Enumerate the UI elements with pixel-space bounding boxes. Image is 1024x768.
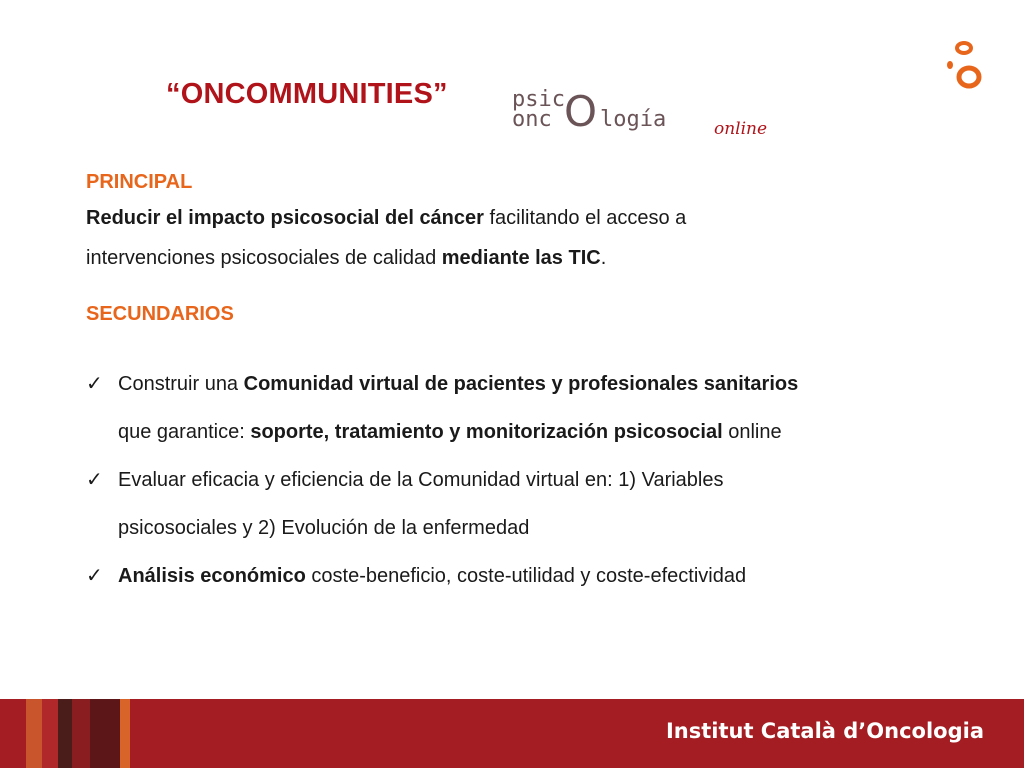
principal-text <box>86 198 996 278</box>
footer-stripe <box>0 699 26 768</box>
psicooncologia-online-logo <box>508 84 778 144</box>
principal-text3: . <box>600 247 607 269</box>
logo-line1: psic <box>512 87 565 112</box>
logo-line2-part2: logía <box>600 107 667 132</box>
item2-line1: Evaluar eficacia y eficiencia de la Comunidad virtual en: 1) Variables <box>118 469 724 491</box>
footer-bar <box>0 699 1024 768</box>
content <box>86 166 996 600</box>
footer-stripe <box>42 699 58 768</box>
footer-stripe <box>58 699 72 768</box>
item1-bold1: Comunidad virtual de pacientes y profesionales sanitarios <box>243 373 799 395</box>
item3-bold: Análisis económico <box>118 565 306 587</box>
principal-bold1: Reducir el impacto psicosocial del cáncer <box>86 207 484 229</box>
principal-text2: intervenciones psicosociales de calidad <box>86 247 442 269</box>
footer-stripe <box>120 699 130 768</box>
checkmark-icon: ✓ <box>86 565 103 587</box>
checkmark-icon: ✓ <box>86 469 103 491</box>
institution-name: Institut Català d’Oncologia <box>665 719 984 743</box>
ico-logo-icon <box>936 38 986 94</box>
secundarios-list <box>86 360 996 600</box>
list-item <box>86 456 996 552</box>
item3-text: coste-beneficio, coste-utilidad y coste-efectividad <box>305 565 747 587</box>
item1-bold2: soporte, tratamiento y monitorización psicosocial <box>250 421 723 443</box>
list-item <box>86 552 996 600</box>
item1-pre: Construir una <box>118 373 244 395</box>
item3-line <box>118 552 996 600</box>
secundarios-heading: SECUNDARIOS <box>86 303 234 325</box>
list-item <box>86 360 996 456</box>
checkmark-icon: ✓ <box>86 373 103 395</box>
item1-post: online <box>722 421 782 443</box>
principal-heading: PRINCIPAL <box>86 171 193 193</box>
item2-line2: psicosociales y 2) Evolución de la enfermedad <box>118 517 530 539</box>
item1-mid: que garantice: <box>118 421 251 443</box>
footer-stripe <box>90 699 120 768</box>
footer-stripe <box>72 699 90 768</box>
logo-big-o: O <box>564 87 598 136</box>
item1-line1 <box>118 360 996 408</box>
slide-title: “ONCOMMUNITIES” <box>166 78 448 110</box>
item1-line2 <box>118 408 996 456</box>
principal-bold2: mediante las TIC <box>441 247 601 269</box>
footer-stripe <box>26 699 42 768</box>
logo-tagline: online <box>714 119 768 139</box>
logo-line2-part1: onc <box>512 107 552 132</box>
principal-text1: facilitando el acceso a <box>483 207 687 229</box>
